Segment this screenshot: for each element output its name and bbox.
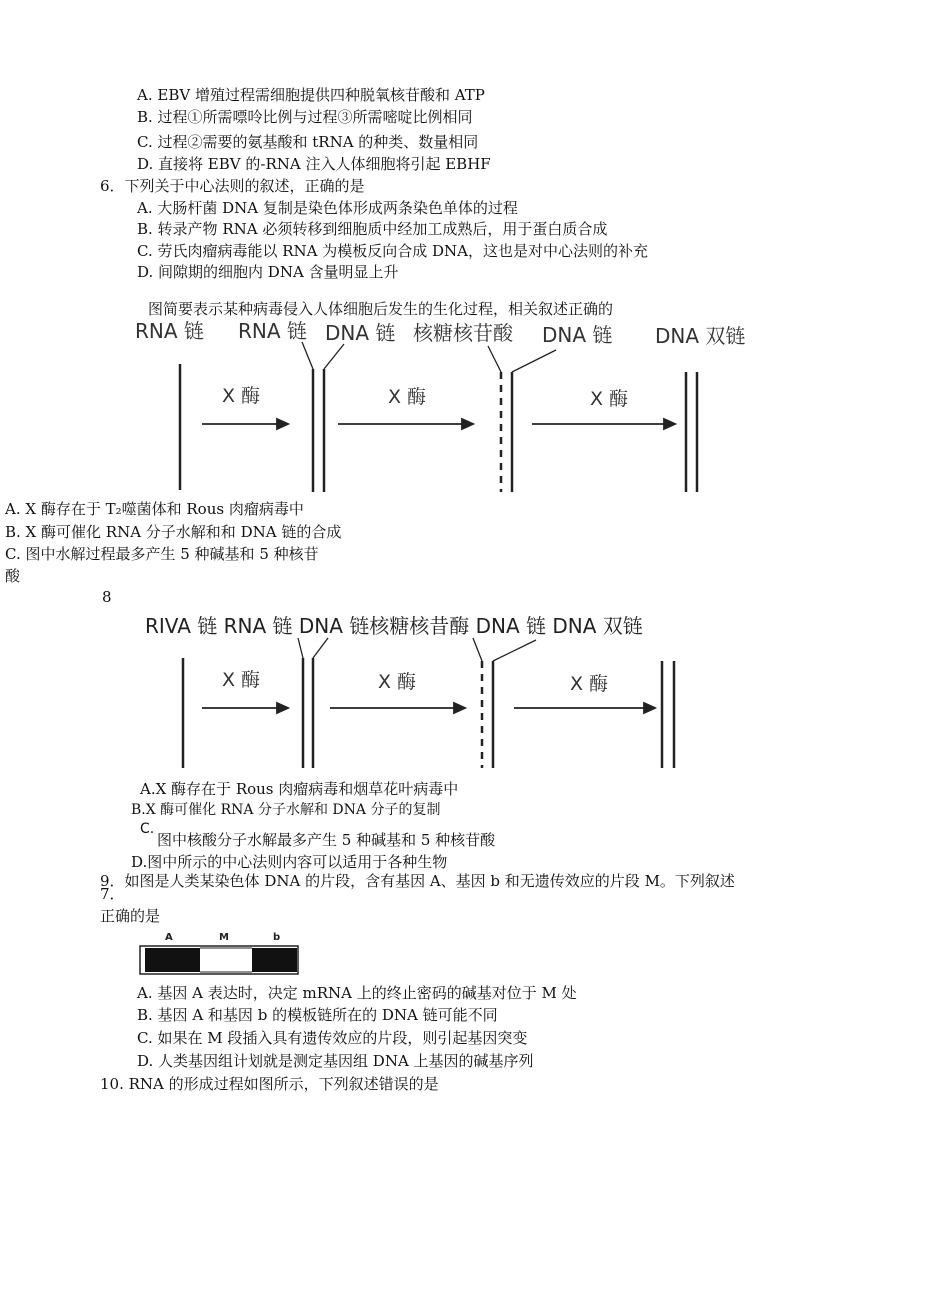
q5-option-d: D. 直接将 EBV 的-RNA 注入人体细胞将引起 EBHF	[137, 155, 491, 173]
gene-b-block	[252, 948, 297, 972]
fig1-label-rna-2: RNA 链	[238, 319, 307, 343]
fig2-arrow-3	[644, 703, 655, 713]
q7-option-d: D. 人类基因组计划就是测定基因组 DNA 上基因的碱基序列	[137, 1052, 534, 1070]
fig1-arrow-3	[664, 419, 675, 429]
fig2-arrow-2	[454, 703, 465, 713]
q10-stem: 10. RNA 的形成过程如图所示，下列叙述错误的是	[100, 1075, 439, 1093]
fig1-label-ribonucleotide: 核糖核苷酸	[413, 321, 513, 345]
q8-option-c-letter: C.	[140, 821, 155, 837]
q7-option-b: B. 基因 A 和基因 b 的模板链所在的 DNA 链可能不同	[137, 1006, 498, 1024]
fig1-cut-line: 图简要表示某种病毒侵入人体细胞后发生的生化过程，相关叙述正确的	[148, 300, 614, 318]
segment-m-label: M	[219, 932, 229, 943]
q7-option-a: A. 基因 A 表达时，决定 mRNA 上的终止密码的碱基对位于 M 处	[137, 984, 577, 1002]
fig1-diagram	[130, 312, 760, 502]
fig1-option-a: A. X 酶存在于 T₂噬菌体和 Rous 肉瘤病毒中	[5, 500, 304, 518]
fig1-option-c: C. 图中水解过程最多产生 5 种碱基和 5 种核苷	[5, 545, 319, 563]
dna-fragment-diagram	[138, 928, 308, 978]
q8-option-a: A.X 酶存在于 Rous 肉瘤病毒和烟草花叶病毒中	[140, 780, 459, 798]
fig1-enzyme-2: X 酶	[388, 386, 427, 408]
fig1-option-b: B. X 酶可催化 RNA 分子水解和和 DNA 链的合成	[5, 523, 342, 541]
q5-option-a: A. EBV 增殖过程需细胞提供四种脱氧核苷酸和 ATP	[137, 86, 485, 104]
fig1-option-c-cont: 酸	[5, 567, 21, 585]
q6-option-b: B. 转录产物 RNA 必须转移到细胞质中经加工成熟后，用于蛋白质合成	[137, 220, 608, 238]
gene-a-label: A	[165, 932, 173, 943]
q8-option-b: B.X 酶可催化 RNA 分子水解和 DNA 分子的复制	[131, 802, 441, 818]
q7-number: 7．	[100, 885, 125, 903]
q5-option-b: B. 过程①所需嘌呤比例与过程③所需嘧啶比例相同	[137, 108, 473, 126]
q8-option-c: 图中核酸分子水解最多产生 5 种碱基和 5 种核苷酸	[157, 831, 496, 849]
fig2-arrow-1	[277, 703, 288, 713]
fig1-label-dna-1: DNA 链	[325, 321, 396, 345]
fig2-enzyme-2: X 酶	[378, 671, 417, 693]
q9-cut-line: 9．如图是人类某染色体 DNA 的片段，含有基因 A、基因 b 和无遗传效应的片段 M。下列叙述	[100, 872, 735, 890]
fig2-labels: RIVA 链 RNA 链 DNA 链核糖核昔酶 DNA 链 DNA 双链	[145, 614, 643, 638]
fig2-enzyme-1: X 酶	[222, 669, 261, 691]
q5-option-c: C. 过程②需要的氨基酸和 tRNA 的种类、数量相同	[137, 133, 479, 151]
q8-option-d: D.图中所示的中心法则内容可以适用于各种生物	[131, 853, 448, 871]
fig1-arrow-2	[462, 419, 473, 429]
fig1-label-dna-double: DNA 双链	[655, 324, 746, 348]
fig1-enzyme-3: X 酶	[590, 388, 629, 410]
fig1-enzyme-1: X 酶	[222, 385, 261, 407]
gene-b-label: b	[273, 932, 281, 943]
gene-a-block	[145, 948, 200, 972]
q8-number: 8	[102, 588, 112, 606]
fig2-diagram	[140, 606, 730, 776]
q7-stem: 正确的是	[100, 907, 161, 925]
q7-option-c: C. 如果在 M 段插入具有遗传效应的片段，则引起基因突变	[137, 1029, 528, 1047]
q6-option-a: A. 大肠杆菌 DNA 复制是染色体形成两条染色单体的过程	[137, 199, 518, 217]
fig1-arrow-1	[277, 419, 288, 429]
fig2-enzyme-3: X 酶	[570, 673, 609, 695]
q6-option-d: D. 间隙期的细胞内 DNA 含量明显上升	[137, 263, 399, 281]
fig1-label-rna-1: RNA 链	[135, 319, 204, 343]
fig1-label-dna-2: DNA 链	[542, 323, 613, 347]
q6-option-c: C. 劳氏肉瘤病毒能以 RNA 为模板反向合成 DNA，这也是对中心法则的补充	[137, 242, 649, 260]
q6-stem: 6．下列关于中心法则的叙述，正确的是	[100, 177, 365, 195]
